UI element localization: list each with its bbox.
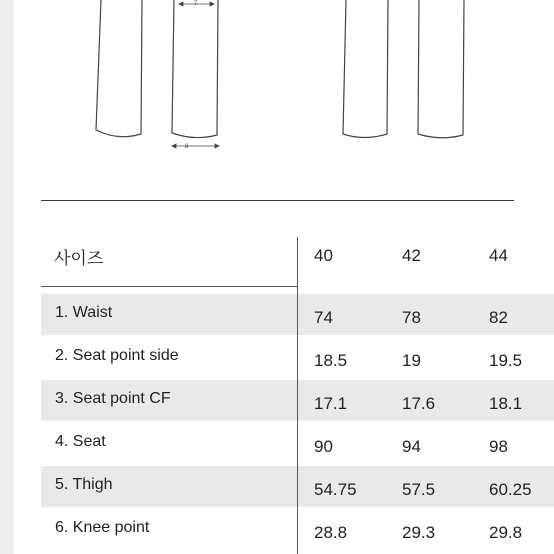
header-divider <box>41 286 297 287</box>
cell-42: 78 <box>402 308 421 327</box>
size-header-44: 44 <box>489 246 508 265</box>
cell-40: 17.1 <box>314 394 348 413</box>
row-label: 4. Seat <box>55 433 106 450</box>
cell-44: 98 <box>489 437 508 456</box>
cell-42: 19 <box>402 351 421 370</box>
cell-40: 74 <box>314 308 333 327</box>
cell-42: 17.6 <box>402 394 436 413</box>
cell-40: 54.75 <box>314 480 357 499</box>
cell-44: 60.25 <box>489 480 532 499</box>
marker-bottom-label: 8 <box>185 144 189 150</box>
pants-diagram <box>14 0 554 160</box>
back-right-leg <box>418 0 464 138</box>
row-label: 5. Thigh <box>55 476 113 493</box>
column-divider <box>297 237 298 554</box>
cell-44: 18.1 <box>489 394 523 413</box>
size-chart-page <box>14 0 554 554</box>
cell-44: 29.8 <box>489 523 523 542</box>
size-header-40: 40 <box>314 246 333 265</box>
cell-44: 82 <box>489 308 508 327</box>
front-left-leg <box>96 0 142 137</box>
front-right-leg <box>172 0 218 138</box>
cell-40: 90 <box>314 437 333 456</box>
cell-42: 57.5 <box>402 480 436 499</box>
cell-40: 18.5 <box>314 351 348 370</box>
size-header-42: 42 <box>402 246 421 265</box>
cell-40: 28.8 <box>314 523 348 542</box>
row-label: 6. Knee point <box>55 519 150 536</box>
cell-42: 29.3 <box>402 523 436 542</box>
back-left-leg <box>343 0 388 138</box>
row-label: 3. Seat point CF <box>55 390 171 407</box>
section-divider <box>41 200 514 201</box>
row-label: 1. Waist <box>55 304 113 321</box>
size-header-label: 사이즈 <box>54 249 104 268</box>
row-label: 2. Seat point side <box>55 347 179 364</box>
cell-42: 94 <box>402 437 421 456</box>
marker-top-label: 7 <box>194 1 198 7</box>
cell-44: 19.5 <box>489 351 523 370</box>
